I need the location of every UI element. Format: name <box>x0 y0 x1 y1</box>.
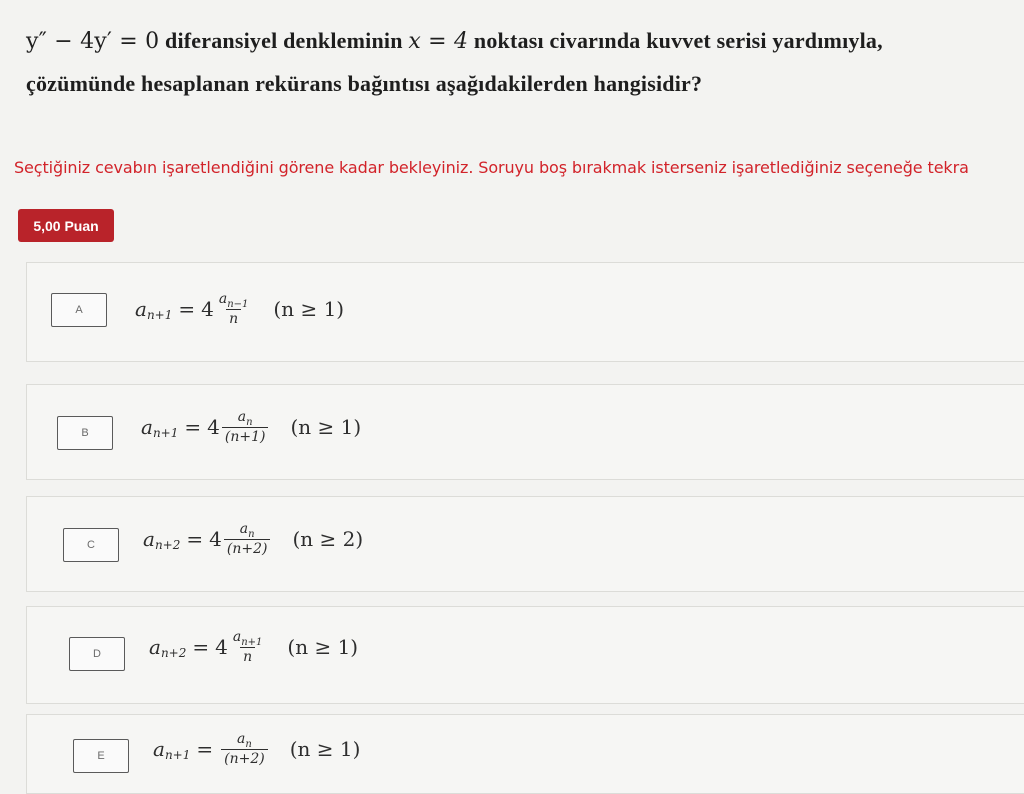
formula-lhs-base: a <box>135 297 147 321</box>
formula-lhs-base: a <box>149 635 161 659</box>
formula-lhs-base: a <box>141 415 153 439</box>
formula-lhs-sub: n+1 <box>146 308 173 322</box>
fraction-num-base: a <box>237 731 246 747</box>
formula-condition: (n ≥ 1) <box>290 415 362 439</box>
formula-lhs-sub: n+1 <box>152 426 179 440</box>
fraction-num-base: a <box>218 291 228 307</box>
fraction-num-base: a <box>237 409 247 425</box>
formula-fraction <box>221 731 268 767</box>
formula-equals: = <box>186 527 204 551</box>
question-text <box>26 20 1016 105</box>
formula-equals: = <box>196 737 214 761</box>
formula-fraction <box>230 629 266 665</box>
formula-fraction <box>216 291 252 327</box>
formula-coef: 4 <box>209 527 222 551</box>
option-c[interactable] <box>26 496 1024 592</box>
fraction-denominator: n <box>243 649 253 665</box>
formula-lhs-base: a <box>153 737 165 761</box>
option-e[interactable] <box>26 714 1024 794</box>
points-badge: 5,00 Puan <box>18 209 114 242</box>
formula-coef: 4 <box>207 415 220 439</box>
fraction-num-base: a <box>232 629 242 645</box>
option-e-letter-box[interactable]: E <box>73 739 129 773</box>
fraction-num-sub: n <box>246 417 253 428</box>
option-d-formula <box>149 629 358 665</box>
formula-lhs-sub: n+1 <box>164 748 191 762</box>
question-point: x = 4 <box>408 29 469 54</box>
formula-lhs-sub: n+2 <box>154 538 181 552</box>
option-b-formula <box>141 409 361 445</box>
option-e-formula <box>153 731 360 767</box>
instruction-text: Seçtiğiniz cevabın işaretlendiğini görene kadar bekleyiniz. Soruyu boş bırakmak isterseniz işaretlediğiniz seçeneğe tekra <box>14 158 969 177</box>
formula-equals: = <box>178 297 196 321</box>
fraction-num-sub: n <box>245 739 252 750</box>
option-a[interactable] <box>26 262 1024 362</box>
formula-equals: = <box>184 415 202 439</box>
fraction-denominator: (n+2) <box>226 541 268 557</box>
formula-equals: = <box>192 635 210 659</box>
fraction-denominator: (n+2) <box>224 751 265 767</box>
formula-condition: (n ≥ 2) <box>292 527 364 551</box>
formula-lhs-base: a <box>143 527 155 551</box>
option-d-letter-box[interactable]: D <box>69 637 125 671</box>
option-b[interactable] <box>26 384 1024 480</box>
formula-coef: 4 <box>201 297 214 321</box>
question-text-part-2: noktası civarında kuvvet serisi yardımıyla, <box>468 28 883 53</box>
question-equation: y″ − 4y′ = 0 <box>26 29 160 54</box>
formula-coef: 4 <box>215 635 228 659</box>
formula-condition: (n ≥ 1) <box>287 635 359 659</box>
fraction-num-sub: n <box>248 529 255 540</box>
option-c-letter-box[interactable]: C <box>63 528 119 562</box>
formula-condition: (n ≥ 1) <box>273 297 345 321</box>
question-text-part-1: diferansiyel denkleminin <box>159 28 409 53</box>
option-d[interactable] <box>26 606 1024 704</box>
option-a-formula <box>135 291 344 327</box>
option-a-letter-box[interactable]: A <box>51 293 107 327</box>
fraction-denominator: n <box>229 311 239 327</box>
option-c-formula <box>143 521 363 557</box>
formula-fraction <box>224 521 271 557</box>
fraction-num-sub: n−1 <box>227 299 249 310</box>
option-b-letter-box[interactable]: B <box>57 416 113 450</box>
question-text-line-2: çözümünde hesaplanan rekürans bağıntısı aşağıdakilerden hangisidir? <box>26 71 703 96</box>
formula-condition: (n ≥ 1) <box>289 737 361 761</box>
fraction-denominator: (n+1) <box>224 429 266 445</box>
formula-lhs-sub: n+2 <box>160 646 187 660</box>
fraction-num-sub: n+1 <box>241 637 263 648</box>
fraction-num-base: a <box>239 521 249 537</box>
formula-fraction <box>222 409 269 445</box>
